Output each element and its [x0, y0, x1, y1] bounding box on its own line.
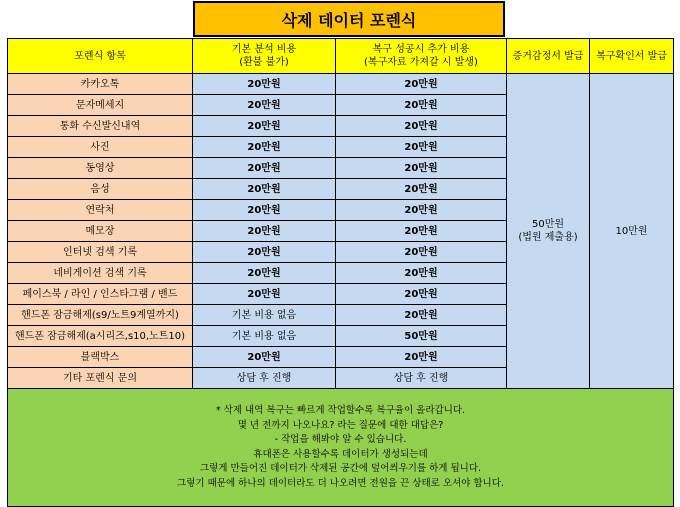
row-basic-cost: 20만원: [193, 200, 336, 221]
row-extra-cost: 20만원: [336, 158, 507, 179]
notes-box: [8, 389, 674, 507]
row-item: 네비게이션 검색 기록: [8, 263, 193, 284]
note-line: - 작업을 해봐야 알 수 있습니다.: [274, 434, 407, 445]
row-item: 연락처: [8, 200, 193, 221]
row-extra-cost: 20만원: [336, 74, 507, 95]
header-extra-line1: 복구 성공시 추가 비용: [372, 44, 470, 55]
row-basic-cost: 20만원: [193, 284, 336, 305]
note-line: 휴대폰은 사용할수록 데이터가 생성되는데: [253, 448, 428, 460]
row-extra-cost: 20만원: [336, 305, 507, 326]
certificate-price-value: 50만원: [531, 219, 565, 230]
row-basic-cost: 20만원: [193, 95, 336, 116]
header-confirmation: 복구확인서 발급: [590, 39, 674, 74]
header-basic-line1: 기본 분석 비용: [231, 44, 297, 55]
row-basic-cost: 20만원: [193, 116, 336, 137]
row-basic-cost: 20만원: [193, 242, 336, 263]
header-certificate: 증거감정서 발급: [507, 39, 590, 74]
row-item: 기타 포렌식 문의: [8, 368, 193, 389]
row-item: 블랙박스: [8, 347, 193, 368]
note-line: 그렇기 때문에 하나의 데이터라도 더 나오려면 전원을 끈 상태로 오셔야 합니다.: [177, 477, 504, 489]
row-extra-cost: 20만원: [336, 284, 507, 305]
row-extra-cost: 20만원: [336, 221, 507, 242]
row-extra-cost: 상담 후 진행: [336, 368, 507, 389]
row-extra-cost: 50만원: [336, 326, 507, 347]
row-basic-cost: 기본 비용 없음: [193, 326, 336, 347]
row-basic-cost: 20만원: [193, 263, 336, 284]
row-extra-cost: 20만원: [336, 179, 507, 200]
row-basic-cost: 20만원: [193, 137, 336, 158]
row-item: 사진: [8, 137, 193, 158]
note-line: 몇 년 전까지 나오나요? 라는 질문에 대한 대답은?: [237, 419, 444, 431]
header-extra-cost: [336, 39, 507, 74]
header-extra-line2: (복구자료 가져갈 시 발생): [364, 57, 478, 68]
row-basic-cost: 20만원: [193, 179, 336, 200]
row-basic-cost: 20만원: [193, 158, 336, 179]
row-extra-cost: 20만원: [336, 95, 507, 116]
row-extra-cost: 20만원: [336, 347, 507, 368]
row-item: 음성: [8, 179, 193, 200]
note-line: * 삭제 내역 복구는 빠르게 작업할수록 복구율이 올라갑니다.: [215, 405, 466, 416]
row-basic-cost: 20만원: [193, 74, 336, 95]
row-item: 카카오톡: [8, 74, 193, 95]
certificate-price: [507, 74, 590, 389]
notes-row: [8, 389, 674, 507]
row-basic-cost: 20만원: [193, 221, 336, 242]
row-basic-cost: 20만원: [193, 347, 336, 368]
row-item: 동영상: [8, 158, 193, 179]
header-basic-line2: (환불 불가): [239, 57, 289, 68]
row-item: 문자메세지: [8, 95, 193, 116]
row-item: 인터넷 검색 기록: [8, 242, 193, 263]
row-item: 메모장: [8, 221, 193, 242]
row-basic-cost: 기본 비용 없음: [193, 305, 336, 326]
table-row: [8, 74, 674, 95]
row-extra-cost: 20만원: [336, 242, 507, 263]
header-item: 포렌식 항목: [8, 39, 193, 74]
row-extra-cost: 20만원: [336, 200, 507, 221]
row-item: 페이스북 / 라인 / 인스타그램 / 밴드: [8, 284, 193, 305]
row-item: 핸드폰 잠금해제(a시리즈,s10,노트10): [8, 326, 193, 347]
page-title: 삭제 데이터 포렌식: [193, 1, 505, 37]
header-basic-cost: [193, 39, 336, 74]
row-item: 통화 수신발신내역: [8, 116, 193, 137]
price-table: [7, 38, 674, 507]
certificate-price-note: (법원 제출용): [518, 232, 578, 243]
note-line: 그렇게 만들어진 데이터가 삭제된 공간에 덮어씌우기를 하게 됩니다.: [199, 463, 482, 474]
row-extra-cost: 20만원: [336, 137, 507, 158]
row-item: 핸드폰 잠금해제(s9/노트9계열까지): [8, 305, 193, 326]
table-header-row: [8, 39, 674, 74]
row-extra-cost: 20만원: [336, 263, 507, 284]
row-basic-cost: 상담 후 진행: [193, 368, 336, 389]
row-extra-cost: 20만원: [336, 116, 507, 137]
confirmation-price: 10만원: [590, 74, 674, 389]
